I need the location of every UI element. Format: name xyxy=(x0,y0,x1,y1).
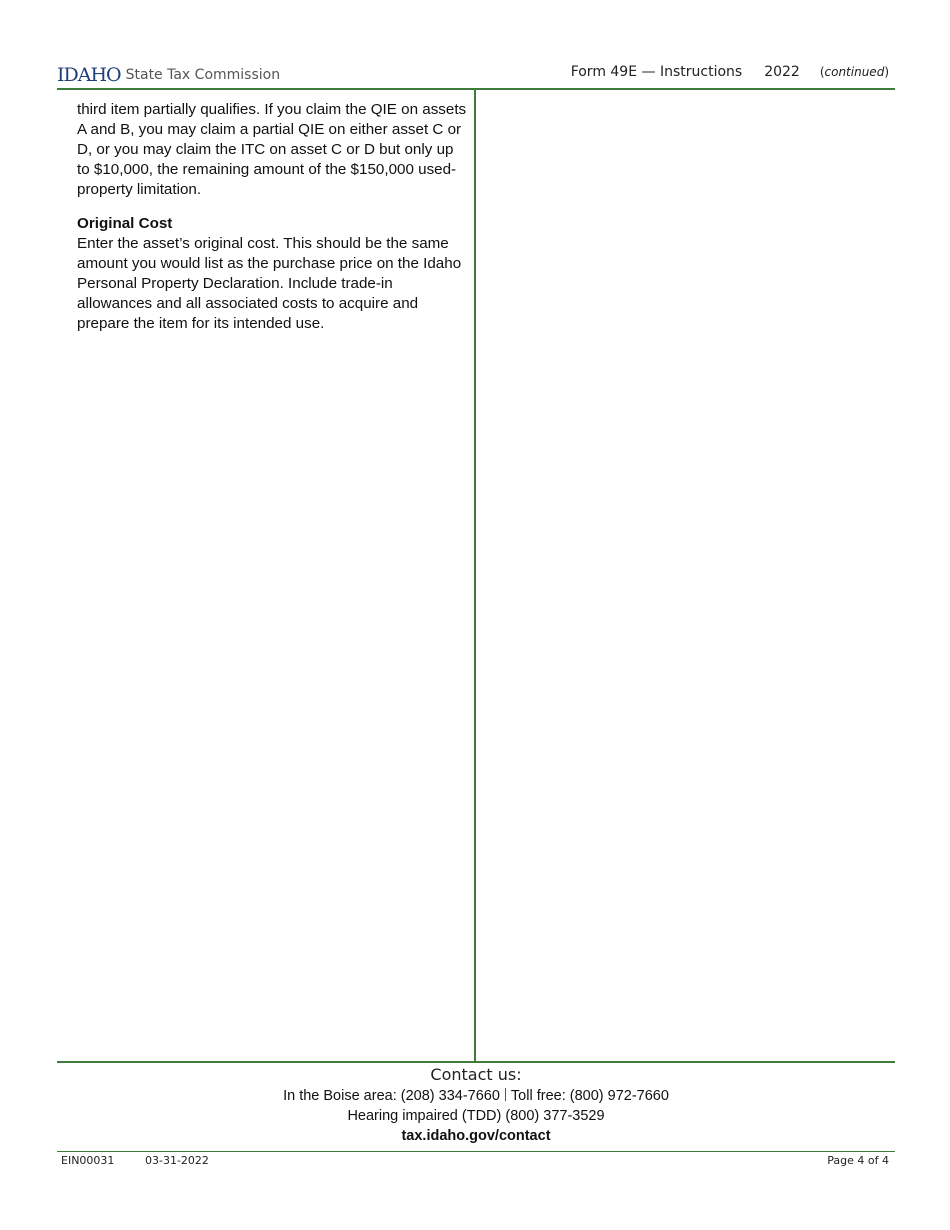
bottom-rule xyxy=(57,1151,895,1152)
continued-label xyxy=(820,65,889,79)
contact-title: Contact us: xyxy=(430,1065,522,1084)
header-rule xyxy=(57,88,895,90)
continued-close-paren: ) xyxy=(884,65,889,79)
contact-phones xyxy=(57,1086,895,1106)
page-header xyxy=(57,60,895,88)
footer-rule xyxy=(57,1061,895,1063)
idaho-logo xyxy=(57,63,280,87)
page-number: Page 4 of 4 xyxy=(827,1154,889,1167)
tdd-phone: Hearing impaired (TDD) (800) 377-3529 xyxy=(347,1108,605,1124)
column-divider xyxy=(474,90,476,1061)
continued-open-paren: ( xyxy=(819,65,825,79)
section-heading: Original Cost xyxy=(77,215,173,232)
boise-phone: In the Boise area: (208) 334-7660 xyxy=(283,1088,500,1104)
section-paragraph: Enter the asset’s original cost. This should be the same amount you would list as the purchase price on the Idaho Personal Property Declaration. Include trade-in allowances and all associated costs to acquire and prepare the item for its intended use. xyxy=(77,235,462,332)
toll-free-phone: Toll free: (800) 972-7660 xyxy=(510,1088,669,1104)
agency-name: State Tax Commission xyxy=(125,67,281,83)
contact-block xyxy=(57,1064,895,1147)
form-title: Form 49E — Instructions xyxy=(570,64,743,80)
intro-paragraph: third item partially qualifies. If you claim the QIE on assets A and B, you may claim a partial QIE on either asset C or D, or you may claim the ITC on asset C or D but only up to $10,000, the remaining amount of the $150,000 used-property limitation. xyxy=(77,101,467,198)
left-column xyxy=(77,100,467,348)
form-identifier xyxy=(571,64,889,80)
phone-separator xyxy=(505,1088,506,1101)
contact-link[interactable]: tax.idaho.gov/contact xyxy=(401,1128,551,1144)
document-id: EIN00031 xyxy=(61,1154,115,1167)
continued-text: continued xyxy=(824,65,885,79)
logo-wordmark: IDAHO xyxy=(57,64,121,86)
document-date: 03-31-2022 xyxy=(145,1154,209,1167)
form-year: 2022 xyxy=(764,64,800,80)
